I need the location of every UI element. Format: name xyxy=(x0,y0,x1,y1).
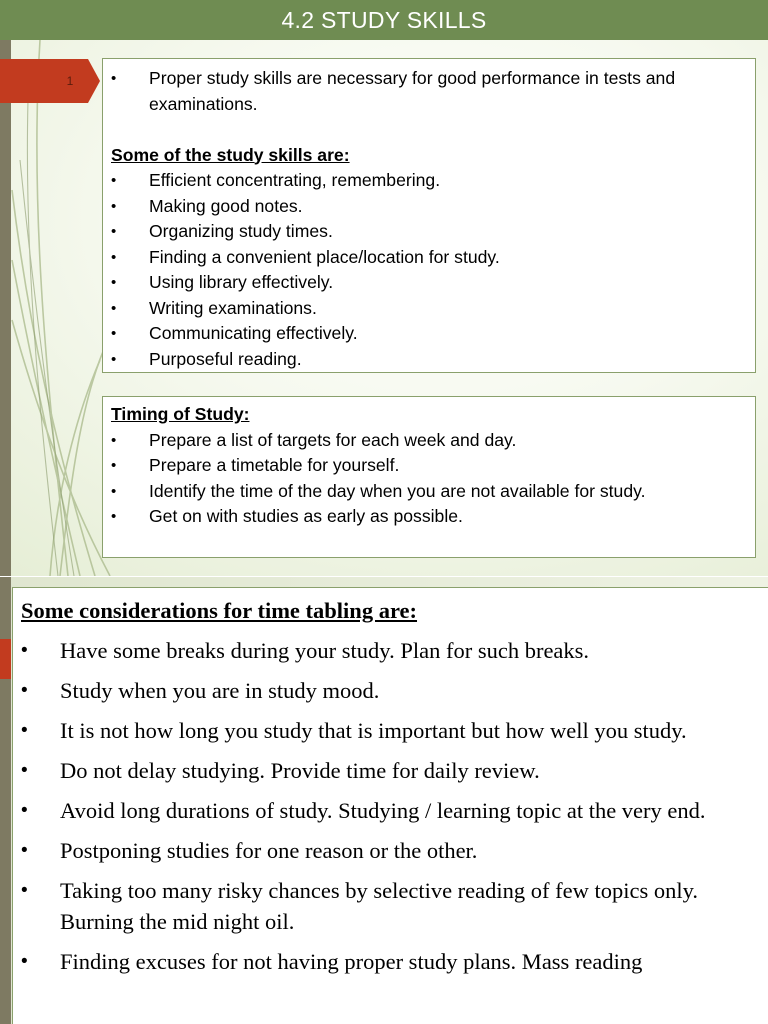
timing-list xyxy=(111,428,747,530)
study-skills-list xyxy=(111,168,747,372)
list-item xyxy=(111,428,747,454)
list-item-text: Prepare a list of targets for each week and day. xyxy=(149,429,517,450)
list-item xyxy=(21,635,758,666)
bullet-icon: • xyxy=(111,350,117,368)
list-item xyxy=(111,347,747,373)
bullet-icon: • xyxy=(111,431,117,449)
list-item xyxy=(111,296,747,322)
bullet-icon: • xyxy=(111,299,117,317)
bullet-icon: • xyxy=(21,640,28,661)
bullet-icon: • xyxy=(111,172,117,189)
bullet-icon: • xyxy=(111,325,117,342)
list-item-text: Study when you are in study mood. xyxy=(60,678,380,703)
list-item-text: Organizing study times. xyxy=(149,221,333,241)
list-item-text: Communicating effectively. xyxy=(149,323,358,343)
list-item xyxy=(111,168,747,194)
list-item xyxy=(111,479,747,505)
list-item xyxy=(111,245,747,271)
list-item-text: Taking too many risky chances by selective reading of few topics only. Burning the mid night oil. xyxy=(60,878,699,934)
list-item-text: Proper study skills are necessary for good performance in tests and examinations. xyxy=(149,68,676,114)
list-item xyxy=(111,504,747,530)
list-item xyxy=(21,675,758,706)
list-item xyxy=(21,835,758,866)
list-item-text: Efficient concentrating, remembering. xyxy=(149,170,441,190)
bullet-icon: • xyxy=(21,720,28,741)
list-item-text: Using library effectively. xyxy=(149,272,334,292)
list-item xyxy=(21,755,758,786)
slide-2 xyxy=(0,577,768,1024)
list-item-text: Do not delay studying. Provide time for daily review. xyxy=(60,758,540,783)
list-item-text: Have some breaks during your study. Plan for such breaks. xyxy=(60,638,590,663)
bullet-icon: • xyxy=(111,274,117,291)
list-item-text: Avoid long durations of study. Studying / learning topic at the very end. xyxy=(60,798,706,823)
list-item-text: Finding excuses for not having proper study plans. Mass reading xyxy=(60,949,643,974)
timing-of-study-box xyxy=(102,396,756,558)
list-item-text: Writing examinations. xyxy=(149,297,317,318)
bullet-icon: • xyxy=(111,457,117,474)
bullet-icon: • xyxy=(21,680,28,701)
slide-title: 4.2 STUDY SKILLS xyxy=(0,0,768,40)
list-item-text: Identify the time of the day when you are not available for study. xyxy=(149,480,646,501)
bullet-icon: • xyxy=(111,508,117,525)
bullet-icon: • xyxy=(21,800,28,821)
bullet-icon: • xyxy=(21,840,28,861)
list-item xyxy=(111,219,747,245)
bullet-icon: • xyxy=(111,248,117,266)
list-item-text: Finding a convenient place/location for study. xyxy=(149,246,500,267)
list-item xyxy=(111,66,747,117)
bullet-icon: • xyxy=(21,760,28,781)
list-item xyxy=(111,453,747,479)
intro-list xyxy=(111,66,747,117)
study-skills-heading: Some of the study skills are: xyxy=(111,144,350,165)
timing-heading: Timing of Study: xyxy=(111,404,250,424)
list-item xyxy=(21,795,758,826)
slide-number-tab xyxy=(0,639,11,679)
slide-number: 1 xyxy=(66,74,74,88)
list-item-text: Making good notes. xyxy=(149,195,303,216)
list-item-text: Prepare a timetable for yourself. xyxy=(149,455,400,475)
list-item xyxy=(21,946,758,977)
bullet-icon: • xyxy=(111,70,117,87)
spacer xyxy=(111,117,747,143)
list-item-text: It is not how long you study that is important but how well you study. xyxy=(60,718,687,743)
list-item xyxy=(111,270,747,296)
list-item-text: Purposeful reading. xyxy=(149,348,302,369)
bullet-icon: • xyxy=(21,880,28,901)
time-tabling-heading: Some considerations for time tabling are: xyxy=(21,598,418,623)
study-skills-box xyxy=(102,58,756,373)
list-item-text: Postponing studies for one reason or the other. xyxy=(60,838,478,863)
bullet-icon: • xyxy=(111,482,117,500)
bullet-icon: • xyxy=(111,223,117,240)
considerations-list xyxy=(21,635,758,977)
list-item xyxy=(111,321,747,347)
list-item xyxy=(111,194,747,220)
bullet-icon: • xyxy=(21,951,28,972)
list-item xyxy=(21,715,758,746)
list-item xyxy=(21,875,758,937)
list-item-text: Get on with studies as early as possible. xyxy=(149,506,463,526)
bullet-icon: • xyxy=(111,197,117,215)
time-tabling-box xyxy=(12,587,768,1024)
